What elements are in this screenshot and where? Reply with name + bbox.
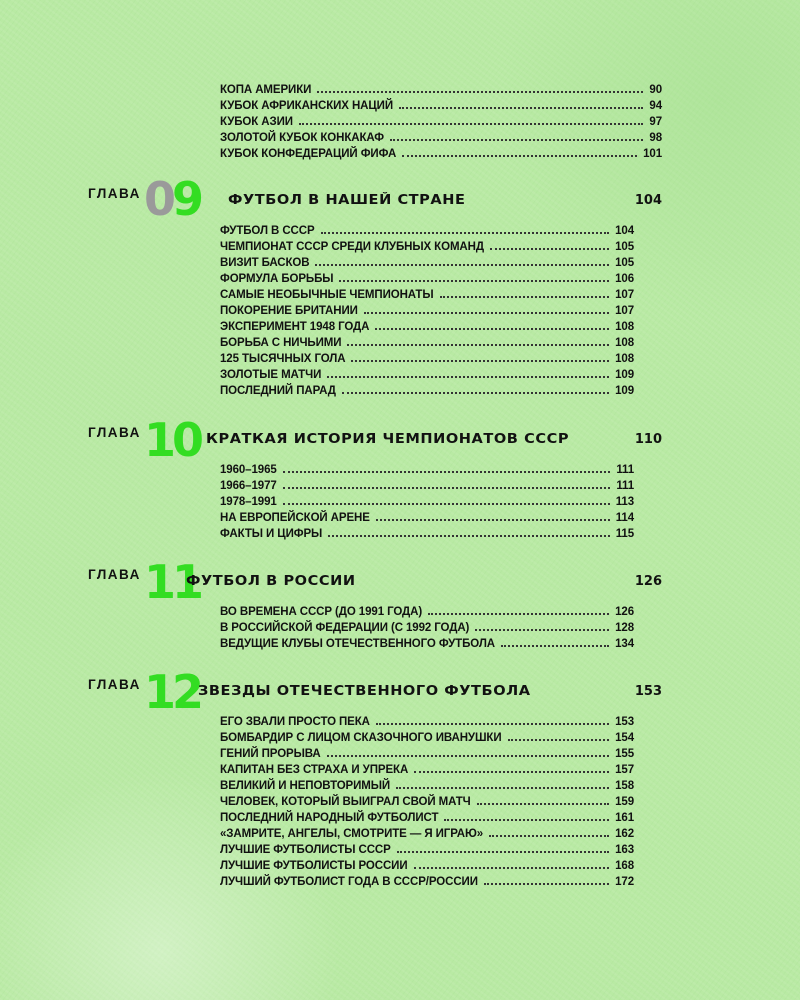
leader-dots [428, 603, 609, 615]
entry-page: 162 [615, 828, 634, 840]
chapter-label: ГЛАВА [88, 677, 141, 692]
leader-dots [399, 97, 643, 109]
leader-dots [376, 713, 609, 725]
toc-entry[interactable] [220, 808, 634, 824]
entry-page: 101 [643, 148, 662, 160]
entry-title: ЛУЧШИЙ ФУТБОЛИСТ ГОДА В СССР/РОССИИ [220, 876, 478, 888]
entry-title: ЗОЛОТОЙ КУБОК КОНКАКАФ [220, 132, 384, 144]
chapter-number-second-digit: 0 [172, 413, 201, 467]
toc-entry[interactable] [220, 840, 634, 856]
entry-page: 155 [615, 748, 634, 760]
toc-entry[interactable] [220, 253, 634, 269]
toc-entry[interactable] [220, 492, 634, 508]
entry-title: БОРЬБА С НИЧЬИМИ [220, 337, 342, 349]
entry-title: ЗОЛОТЫЕ МАТЧИ [220, 369, 322, 381]
chapter-number-second-digit: 9 [172, 172, 201, 226]
leader-dots [327, 745, 609, 757]
entry-title: НА ЕВРОПЕЙСКОЙ АРЕНЕ [220, 512, 370, 524]
chapter-title[interactable]: ФУТБОЛ В РОССИИ [186, 574, 356, 589]
entry-title: ПОКОРЕНИЕ БРИТАНИИ [220, 305, 358, 317]
entry-title: ПОСЛЕДНИЙ НАРОДНЫЙ ФУТБОЛИСТ [220, 812, 439, 824]
chapter-number [144, 665, 201, 719]
entry-page: 168 [615, 860, 634, 872]
leader-dots [327, 366, 609, 378]
toc-entry[interactable] [220, 508, 634, 524]
entry-title: В РОССИЙСКОЙ ФЕДЕРАЦИИ (С 1992 ГОДА) [220, 622, 470, 634]
chapter-number-second-digit: 2 [172, 665, 201, 719]
entry-page: 111 [616, 464, 634, 476]
entry-title: ВЕДУЩИЕ КЛУБЫ ОТЕЧЕСТВЕННОГО ФУТБОЛА [220, 638, 496, 650]
entry-page: 90 [649, 84, 662, 96]
toc-entry[interactable] [220, 349, 634, 365]
toc-entry[interactable] [220, 792, 634, 808]
entry-page: 98 [649, 132, 662, 144]
leader-dots [375, 318, 609, 330]
entry-title: ФУТБОЛ В СССР [220, 225, 315, 237]
leader-dots [364, 302, 609, 314]
entry-page: 109 [615, 369, 634, 381]
chapter-number [144, 413, 201, 467]
entry-title: ЛУЧШИЕ ФУТБОЛИСТЫ СССР [220, 844, 391, 856]
leader-dots [444, 809, 609, 821]
chapter-number-first-digit: 0 [144, 172, 173, 226]
toc-entry[interactable] [220, 237, 634, 253]
leader-dots [315, 254, 609, 266]
entry-title: ЛУЧШИЕ ФУТБОЛИСТЫ РОССИИ [220, 860, 408, 872]
leader-dots [414, 761, 609, 773]
entry-title: КУБОК АЗИИ [220, 116, 293, 128]
leader-dots [390, 129, 643, 141]
toc-entry[interactable] [220, 856, 634, 872]
entry-title: ЕГО ЗВАЛИ ПРОСТО ПЕКА [220, 716, 370, 728]
leader-dots [283, 493, 610, 505]
chapter-title[interactable]: ЗВЕЗДЫ ОТЕЧЕСТВЕННОГО ФУТБОЛА [198, 684, 531, 699]
entry-title: 1960–1965 [220, 464, 277, 476]
toc-entry[interactable] [220, 460, 634, 476]
entry-title: «ЗАМРИТЕ, АНГЕЛЫ, СМОТРИТЕ — Я ИГРАЮ» [220, 828, 484, 840]
toc-entry[interactable] [220, 112, 662, 128]
toc-entry[interactable] [220, 365, 634, 381]
leader-dots [317, 81, 643, 93]
entry-title: ФОРМУЛА БОРЬБЫ [220, 273, 334, 285]
leader-dots [484, 873, 609, 885]
leader-dots [321, 222, 610, 234]
chapter-page: 153 [634, 684, 662, 699]
leader-dots [402, 145, 637, 157]
toc-entry[interactable] [220, 301, 634, 317]
toc-entry[interactable] [220, 128, 662, 144]
entry-title: САМЫЕ НЕОБЫЧНЫЕ ЧЕМПИОНАТЫ [220, 289, 434, 301]
chapter-page: 104 [634, 193, 662, 208]
entry-title: 125 ТЫСЯЧНЫХ ГОЛА [220, 353, 346, 365]
toc-entry[interactable] [220, 317, 634, 333]
leader-dots [299, 113, 643, 125]
leader-dots [351, 350, 609, 362]
leader-dots [489, 825, 609, 837]
entry-page: 172 [615, 876, 634, 888]
leader-dots [477, 793, 609, 805]
chapter-title[interactable]: ФУТБОЛ В НАШЕЙ СТРАНЕ [228, 193, 466, 208]
chapter-label: ГЛАВА [88, 425, 141, 440]
leader-dots [414, 857, 610, 869]
entry-page: 115 [615, 528, 634, 540]
entry-page: 106 [615, 273, 634, 285]
leader-dots [396, 777, 609, 789]
leader-dots [490, 238, 609, 250]
leader-dots [347, 334, 609, 346]
entry-page: 107 [615, 305, 634, 317]
entry-title: ЧЕЛОВЕК, КОТОРЫЙ ВЫИГРАЛ СВОЙ МАТЧ [220, 796, 471, 808]
leader-dots [508, 729, 610, 741]
entry-page: 109 [615, 385, 634, 397]
entry-title: ЧЕМПИОНАТ СССР СРЕДИ КЛУБНЫХ КОМАНД [220, 241, 484, 253]
entry-title: 1978–1991 [220, 496, 277, 508]
toc-entry[interactable] [220, 760, 634, 776]
entry-page: 108 [615, 321, 634, 333]
entry-title: ВО ВРЕМЕНА СССР (ДО 1991 ГОДА) [220, 606, 423, 618]
toc-entry[interactable] [220, 221, 634, 237]
toc-entry[interactable] [220, 96, 662, 112]
entry-title: 1966–1977 [220, 480, 277, 492]
toc-entry[interactable] [220, 744, 634, 760]
entry-title: ЭКСПЕРИМЕНТ 1948 ГОДА [220, 321, 370, 333]
chapter-page: 126 [634, 574, 662, 589]
entry-title: ВИЗИТ БАСКОВ [220, 257, 310, 269]
toc-entry[interactable] [220, 634, 634, 650]
entry-title: ВЕЛИКИЙ И НЕПОВТОРИМЫЙ [220, 780, 391, 792]
entry-page: 134 [615, 638, 634, 650]
chapter-number [144, 172, 201, 226]
entry-title: ПОСЛЕДНИЙ ПАРАД [220, 385, 336, 397]
entry-page: 107 [615, 289, 634, 301]
entry-page: 154 [615, 732, 634, 744]
entry-page: 126 [615, 606, 634, 618]
entry-page: 128 [615, 622, 634, 634]
entry-title: КОПА АМЕРИКИ [220, 84, 312, 96]
leader-dots [328, 525, 610, 537]
toc-entry[interactable] [220, 524, 634, 540]
leader-dots [283, 477, 611, 489]
entry-page: 105 [615, 257, 634, 269]
leader-dots [440, 286, 610, 298]
leader-dots [342, 382, 609, 394]
entry-page: 94 [649, 100, 662, 112]
leader-dots [501, 635, 609, 647]
chapter-title[interactable]: КРАТКАЯ ИСТОРИЯ ЧЕМПИОНАТОВ СССР [206, 432, 570, 447]
entry-title: ГЕНИЙ ПРОРЫВА [220, 748, 321, 760]
toc-entry[interactable] [220, 144, 662, 160]
toc-entry[interactable] [220, 381, 634, 397]
entry-title: КУБОК КОНФЕДЕРАЦИЙ ФИФА [220, 148, 397, 160]
entry-title: КУБОК АФРИКАНСКИХ НАЦИЙ [220, 100, 393, 112]
entry-page: 159 [615, 796, 634, 808]
toc-entry[interactable] [220, 80, 662, 96]
entry-page: 161 [615, 812, 634, 824]
toc-entry[interactable] [220, 712, 634, 728]
entry-page: 113 [615, 496, 634, 508]
leader-dots [475, 619, 609, 631]
leader-dots [339, 270, 609, 282]
chapter-page: 110 [634, 432, 662, 447]
toc-entry[interactable] [220, 824, 634, 840]
leader-dots [397, 841, 609, 853]
chapter-number-first-digit: 1 [144, 665, 173, 719]
entry-page: 158 [615, 780, 634, 792]
toc-entry[interactable] [220, 269, 634, 285]
entry-page: 111 [616, 480, 634, 492]
entry-title: ФАКТЫ И ЦИФРЫ [220, 528, 323, 540]
entry-title: БОМБАРДИР С ЛИЦОМ СКАЗОЧНОГО ИВАНУШКИ [220, 732, 502, 744]
toc-entry[interactable] [220, 872, 634, 888]
leader-dots [376, 509, 610, 521]
entry-page: 104 [615, 225, 634, 237]
entry-page: 153 [615, 716, 634, 728]
chapter-label: ГЛАВА [88, 567, 141, 582]
entry-page: 108 [615, 353, 634, 365]
chapter-number-first-digit: 1 [144, 555, 173, 609]
entry-page: 105 [615, 241, 634, 253]
toc-entry[interactable] [220, 602, 634, 618]
toc-entry[interactable] [220, 618, 634, 634]
entry-page: 97 [649, 116, 662, 128]
chapter-number-first-digit: 1 [144, 413, 173, 467]
chapter-number-second-digit: 1 [172, 555, 201, 609]
toc-entry[interactable] [220, 776, 634, 792]
entry-page: 157 [615, 764, 634, 776]
entry-title: КАПИТАН БЕЗ СТРАХА И УПРЕКА [220, 764, 409, 776]
entry-page: 163 [615, 844, 634, 856]
toc-entry[interactable] [220, 333, 634, 349]
toc-entry[interactable] [220, 476, 634, 492]
entry-page: 114 [615, 512, 634, 524]
entry-page: 108 [615, 337, 634, 349]
leader-dots [283, 461, 611, 473]
chapter-label: ГЛАВА [88, 186, 141, 201]
toc-entry[interactable] [220, 728, 634, 744]
toc-entry[interactable] [220, 285, 634, 301]
